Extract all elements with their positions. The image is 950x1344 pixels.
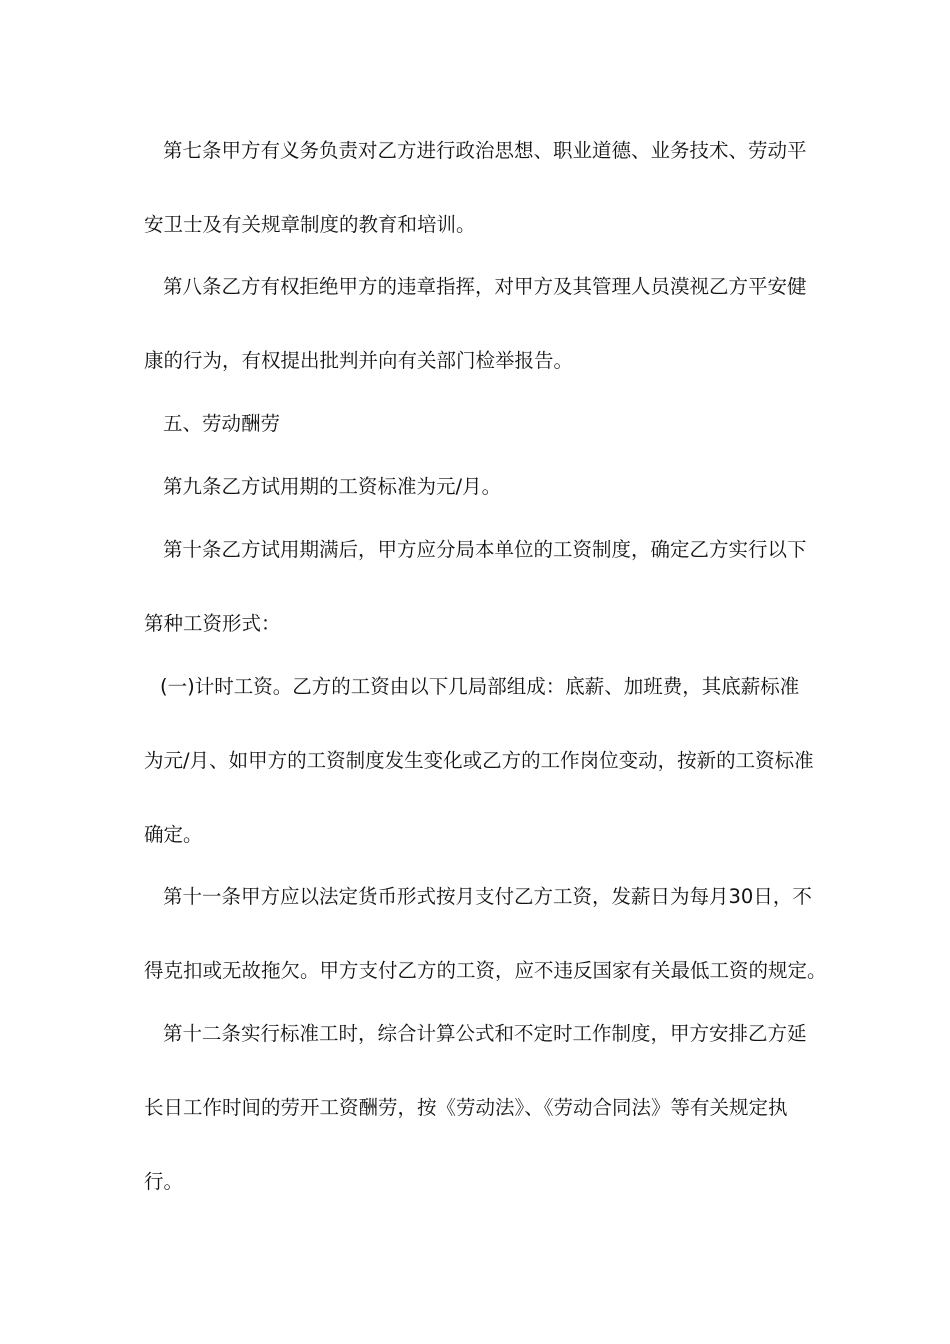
article-10-line-2: 第种工资形式： bbox=[144, 612, 281, 635]
article-10-line-1: 第十条乙方试用期满后，甲方应分局本单位的工资制度，确定乙方实行以下 bbox=[163, 538, 807, 561]
clause-1-line-3: 确定。 bbox=[144, 823, 203, 846]
article-8-line-1: 第八条乙方有权拒绝甲方的违章指挥，对甲方及其管理人员漠视乙方平安健 bbox=[163, 275, 807, 298]
article-12-line-3: 行。 bbox=[144, 1170, 184, 1193]
article-7-line-2: 安卫士及有关规章制度的教育和培训。 bbox=[144, 213, 476, 236]
article-12-line-2: 长日工作时间的劳开工资酬劳，按《劳动法》、《劳动合同法》等有关规定执 bbox=[144, 1096, 788, 1119]
article-11-line-1: 第十一条甲方应以法定货币形式按月支付乙方工资，发薪日为每月30日，不 bbox=[163, 885, 812, 908]
section-heading: 五、劳动酬劳 bbox=[163, 412, 281, 435]
clause-1-line-2: 为元/月、如甲方的工资制度发生变化或乙方的工作岗位变动，按新的工资标准 bbox=[144, 749, 814, 772]
article-7-line-1: 第七条甲方有义务负责对乙方进行政治思想、职业道德、业务技术、劳动平 bbox=[163, 139, 807, 162]
article-9-line-1: 第九条乙方试用期的工资标准为元/月。 bbox=[163, 475, 502, 498]
clause-1-line-1: (一)计时工资。乙方的工资由以下几局部组成：底薪、加班费，其底薪标准 bbox=[160, 675, 800, 698]
article-12-line-1: 第十二条实行标准工时，综合计算公式和不定时工作制度，甲方安排乙方延 bbox=[163, 1022, 807, 1045]
article-11-line-2: 得克扣或无故拖欠。甲方支付乙方的工资，应不违反国家有关最低工资的规定。 bbox=[144, 959, 827, 982]
article-8-line-2: 康的行为，有权提出批判并向有关部门检举报告。 bbox=[144, 349, 574, 372]
